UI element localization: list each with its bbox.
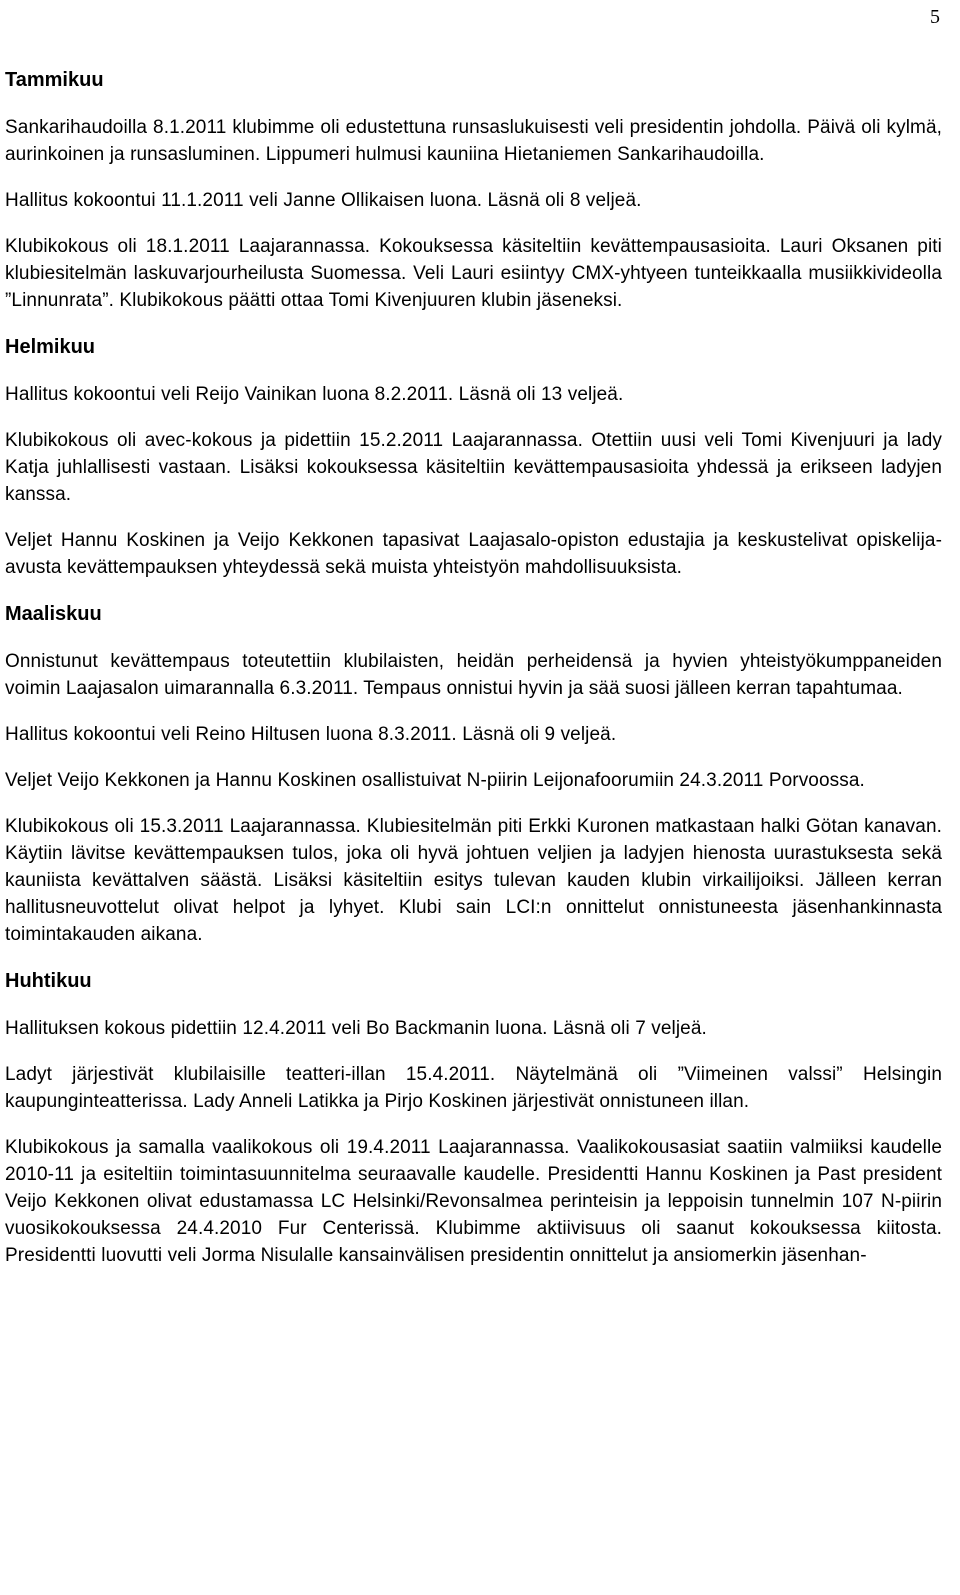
paragraph: Ladyt järjestivät klubilaisille teatteri-illan 15.4.2011. Näytelmänä oli ”Viimeinen valssi” Helsingin kaupunginteatterissa. Lady Anneli Latikka ja Pirjo Koskinen järjestivät onnistuneen illan. (5, 1064, 942, 1112)
section-heading: Helmikuu (5, 336, 96, 358)
paragraph: Veljet Veijo Kekkonen ja Hannu Koskinen osallistuivat N-piirin Leijonafoorumiin 24.3.2011 Porvoossa. (5, 770, 865, 791)
paragraph: Klubikokous oli 15.3.2011 Laajarannassa. Klubiesitelmän piti Erkki Kuronen matkastaan halki Götan kanavan. Käytiin lävitse kevättempauksen tulos, joka oli hyvä johtuen veljien ja ladyjen hienosta uurastuksesta sekä kauniista kevättalven säästä. Lisäksi käsiteltiin esitys tulevan kauden klubin virkailijoiksi. Jälleen kerran hallitusneuvottelut olivat helpot ja lyhyet. Klubi sain LCI:n onnittelut onnistuneesta jäsenhankinnasta toimintakauden aikana. (5, 816, 942, 945)
paragraph: Klubikokous oli 18.1.2011 Laajarannassa. Kokouksessa käsiteltiin kevättempausasioita. Lauri Oksanen piti klubiesitelmän laskuvarjourheilusta Suomessa. Veli Lauri esiintyy CMX-yhtyeen tunteikkaalla musiikkivideolla ”Linnunrata”. Klubikokous päätti ottaa Tomi Kivenjuuren klubin jäseneksi. (5, 236, 942, 311)
paragraph: Onnistunut kevättempaus toteutettiin klubilaisten, heidän perheidensä ja hyvien yhteistyökumppaneiden voimin Laajasalon uimarannalla 6.3.2011. Tempaus onnistui hyvin ja sää suosi jälleen kerran tapahtumaa. (5, 651, 942, 699)
paragraph: Veljet Hannu Koskinen ja Veijo Kekkonen tapasivat Laajasalo-opiston edustajia ja keskustelivat opiskelija-avusta kevättempauksen yhteydessä sekä muista yhteistyön mahdollisuuksista. (5, 530, 942, 578)
document-body (5, 66, 942, 1288)
paragraph: Hallitus kokoontui 11.1.2011 veli Janne Ollikaisen luona. Läsnä oli 8 veljeä. (5, 190, 642, 211)
section-maaliskuu (5, 600, 942, 948)
section-tammikuu (5, 66, 942, 314)
section-heading: Tammikuu (5, 69, 104, 91)
page-number: 5 (930, 6, 940, 28)
section-huhtikuu (5, 967, 942, 1269)
section-heading: Huhtikuu (5, 970, 92, 992)
paragraph: Hallituksen kokous pidettiin 12.4.2011 veli Bo Backmanin luona. Läsnä oli 7 veljeä. (5, 1018, 707, 1039)
paragraph: Sankarihaudoilla 8.1.2011 klubimme oli edustettuna runsaslukuisesti veli presidentin johdolla. Päivä oli kylmä, aurinkoinen ja runsasluminen. Lippumeri hulmusi kauniina Hietaniemen Sankarihaudoilla. (5, 117, 942, 165)
paragraph: Klubikokous ja samalla vaalikokous oli 19.4.2011 Laajarannassa. Vaalikokousasiat saatiin valmiiksi kaudelle 2010-11 ja esiteltiin toimintasuunnitelma seuraavalle kaudelle. Presidentti Hannu Koskinen ja Past president Veijo Kekkonen olivat edustamassa LC Helsinki/Revonsalmea perinteisin ja leppoisin tunnelmin 107 N-piirin vuosikokouksessa 24.4.2010 Fur Centerissä. Klubimme aktiivisuus oli saanut kokouksessa kiitosta. Presidentti luovutti veli Jorma Nisulalle kansainvälisen presidentin onnittelut ja ansiomerkin jäsenhan- (5, 1137, 942, 1266)
section-heading: Maaliskuu (5, 603, 102, 625)
paragraph: Klubikokous oli avec-kokous ja pidettiin 15.2.2011 Laajarannassa. Otettiin uusi veli Tomi Kivenjuuri ja lady Katja juhlallisesti vastaan. Lisäksi kokouksessa käsiteltiin kevättempausasioita yhdessä ja erikseen ladyjen kanssa. (5, 430, 942, 505)
paragraph: Hallitus kokoontui veli Reijo Vainikan luona 8.2.2011. Läsnä oli 13 veljeä. (5, 384, 624, 405)
section-helmikuu (5, 333, 942, 581)
paragraph: Hallitus kokoontui veli Reino Hiltusen luona 8.3.2011. Läsnä oli 9 veljeä. (5, 724, 617, 745)
